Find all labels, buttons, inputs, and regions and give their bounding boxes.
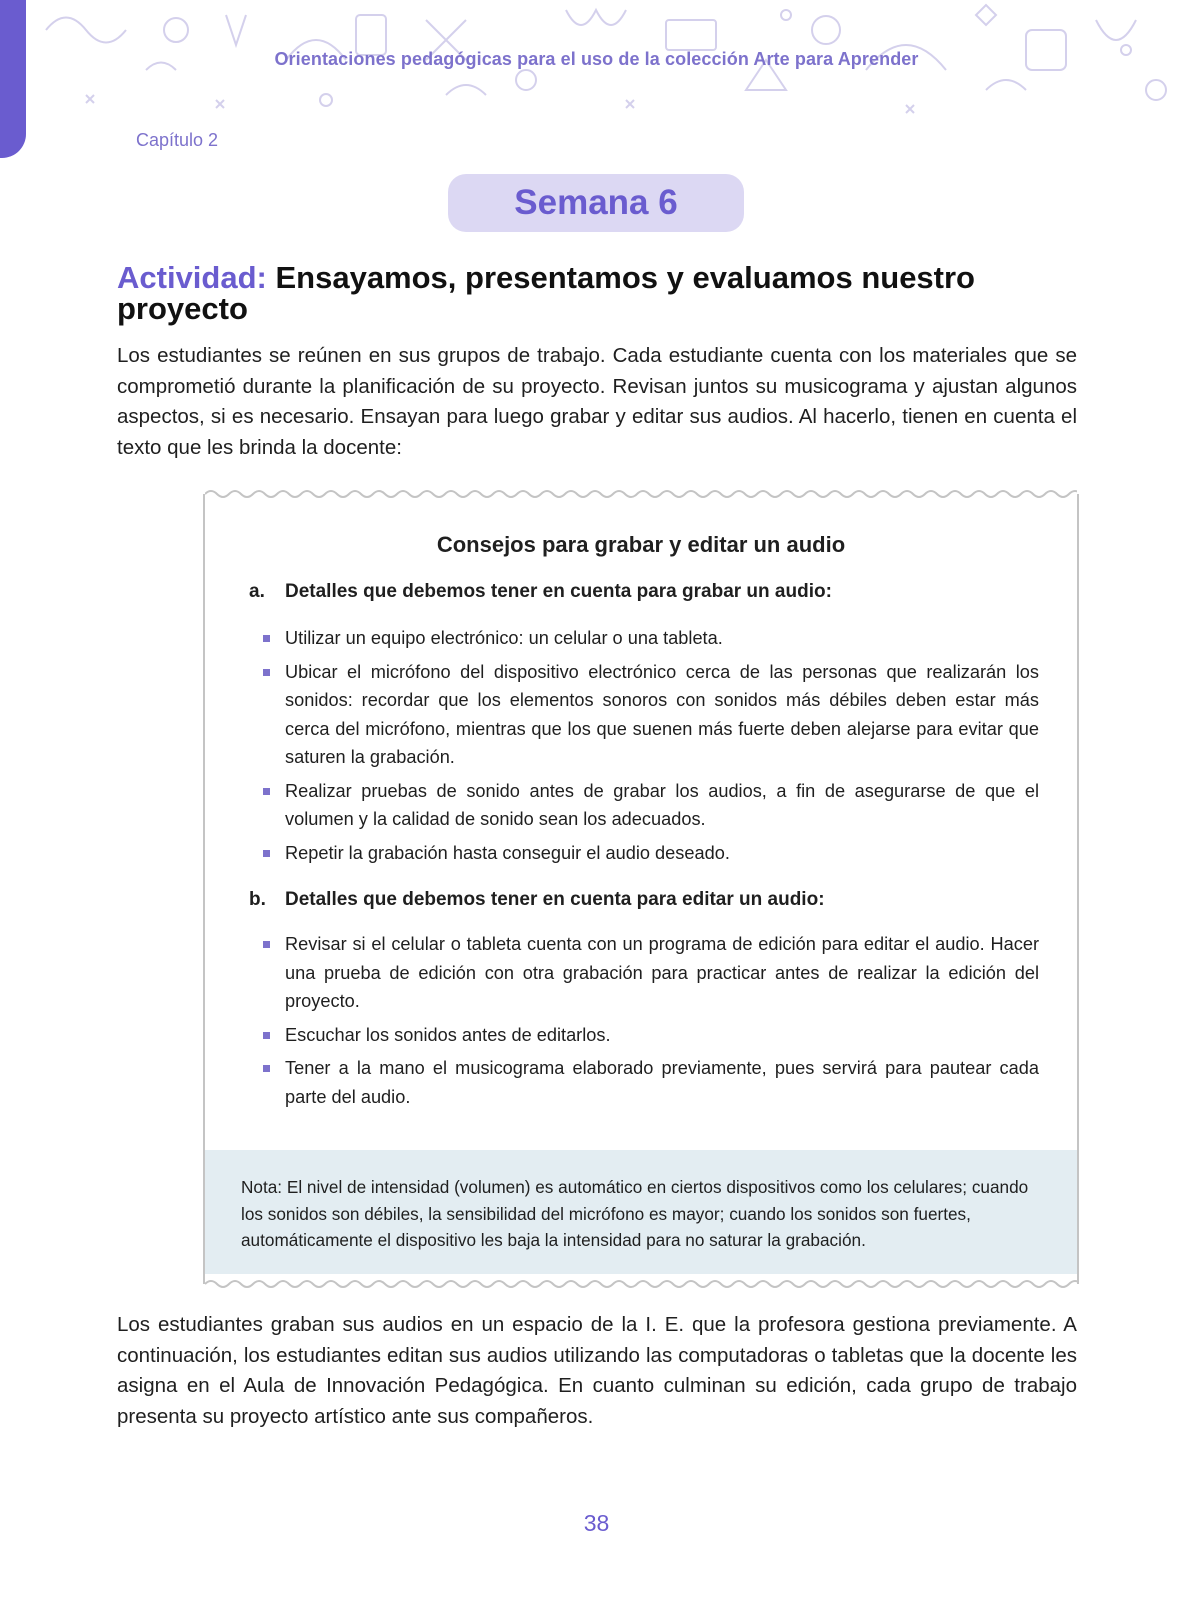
note-text: Nota: El nivel de intensidad (volumen) es automático en ciertos dispositivos como los celulares; cuando los sonidos son débiles, la sensibilidad del micrófono es mayor; cuando los sonidos son fuertes, automáticamente el dispositivo les baja la intensidad para no saturar la grabación. [241, 1177, 1029, 1250]
section-b-letter: b. [249, 889, 266, 910]
tips-title: Consejos para grabar y editar un audio [436, 532, 846, 557]
list-item: Utilizar un equipo electrónico: un celular o una tableta. [261, 624, 1039, 653]
list-item: Revisar si el celular o tableta cuenta con un programa de edición para editar el audio. Hacer una prueba de edición con otra grabación para practicar antes de realizar la edición del proyecto. [261, 930, 1039, 1016]
list-item: Tener a la mano el musicograma elaborado previamente, pues servirá para pautear cada parte del audio. [261, 1054, 1039, 1111]
wavy-border-bottom [205, 1278, 1077, 1290]
section-a-list [261, 624, 1039, 872]
tips-box [203, 494, 1079, 1284]
section-a-letter: a. [249, 581, 265, 602]
page-number: 38 [583, 1510, 610, 1536]
intro-paragraph: Los estudiantes se reúnen en sus grupos de trabajo. Cada estudiante cuenta con los materiales que se comprometió durante la planificación de su proyecto. Revisan juntos su musicograma y ajustan algunos aspectos, si es necesario. Ensayan para luego grabar y editar sus audios. Al hacerlo, tienen en cuenta el texto que les brinda la docente: [117, 344, 1077, 459]
section-b-text: Detalles que debemos tener en cuenta para editar un audio: [285, 889, 825, 910]
list-item: Ubicar el micrófono del dispositivo electrónico cerca de las personas que realizarán los sonidos: recordar que los elementos sonoros con sonidos más débiles deben estar más cerca del micrófono, mientras que los que suenen más fuerte deben alejarse para evitar que saturen la grabación. [261, 658, 1039, 772]
list-item: Repetir la grabación hasta conseguir el audio deseado. [261, 839, 1039, 868]
activity-heading [117, 262, 1077, 324]
chapter-label: Capítulo 2 [136, 130, 219, 150]
list-item: Realizar pruebas de sonido antes de grabar los audios, a fin de asegurarse de que el volumen y la calidad de sonido sean los adecuados. [261, 777, 1039, 834]
section-a-text: Detalles que debemos tener en cuenta para grabar un audio: [285, 581, 832, 602]
list-item: Escuchar los sonidos antes de editarlos. [261, 1021, 1039, 1050]
activity-title: Ensayamos, presentamos y evaluamos nuestro proyecto [117, 260, 975, 326]
document-header-title: Orientaciones pedagógicas para el uso de la colección Arte para Aprender [274, 49, 919, 69]
chapter-side-tab [0, 0, 26, 158]
closing-paragraph: Los estudiantes graban sus audios en un espacio de la I. E. que la profesora gestiona previamente. A continuación, los estudiantes editan sus audios utilizando las computadoras o tabletas que la docente les asigna en el Aula de Innovación Pedagógica. En cuanto culminan su edición, cada grupo de trabajo presenta su proyecto artístico ante sus compañeros. [117, 1313, 1077, 1428]
section-b-list [261, 930, 1039, 1116]
section-a-heading [249, 581, 832, 603]
week-label: Semana 6 [514, 183, 678, 222]
week-badge [448, 174, 744, 232]
section-b-heading [249, 889, 825, 911]
wavy-border-top [205, 488, 1077, 500]
activity-label: Actividad: [117, 260, 267, 295]
note-box [205, 1150, 1077, 1274]
